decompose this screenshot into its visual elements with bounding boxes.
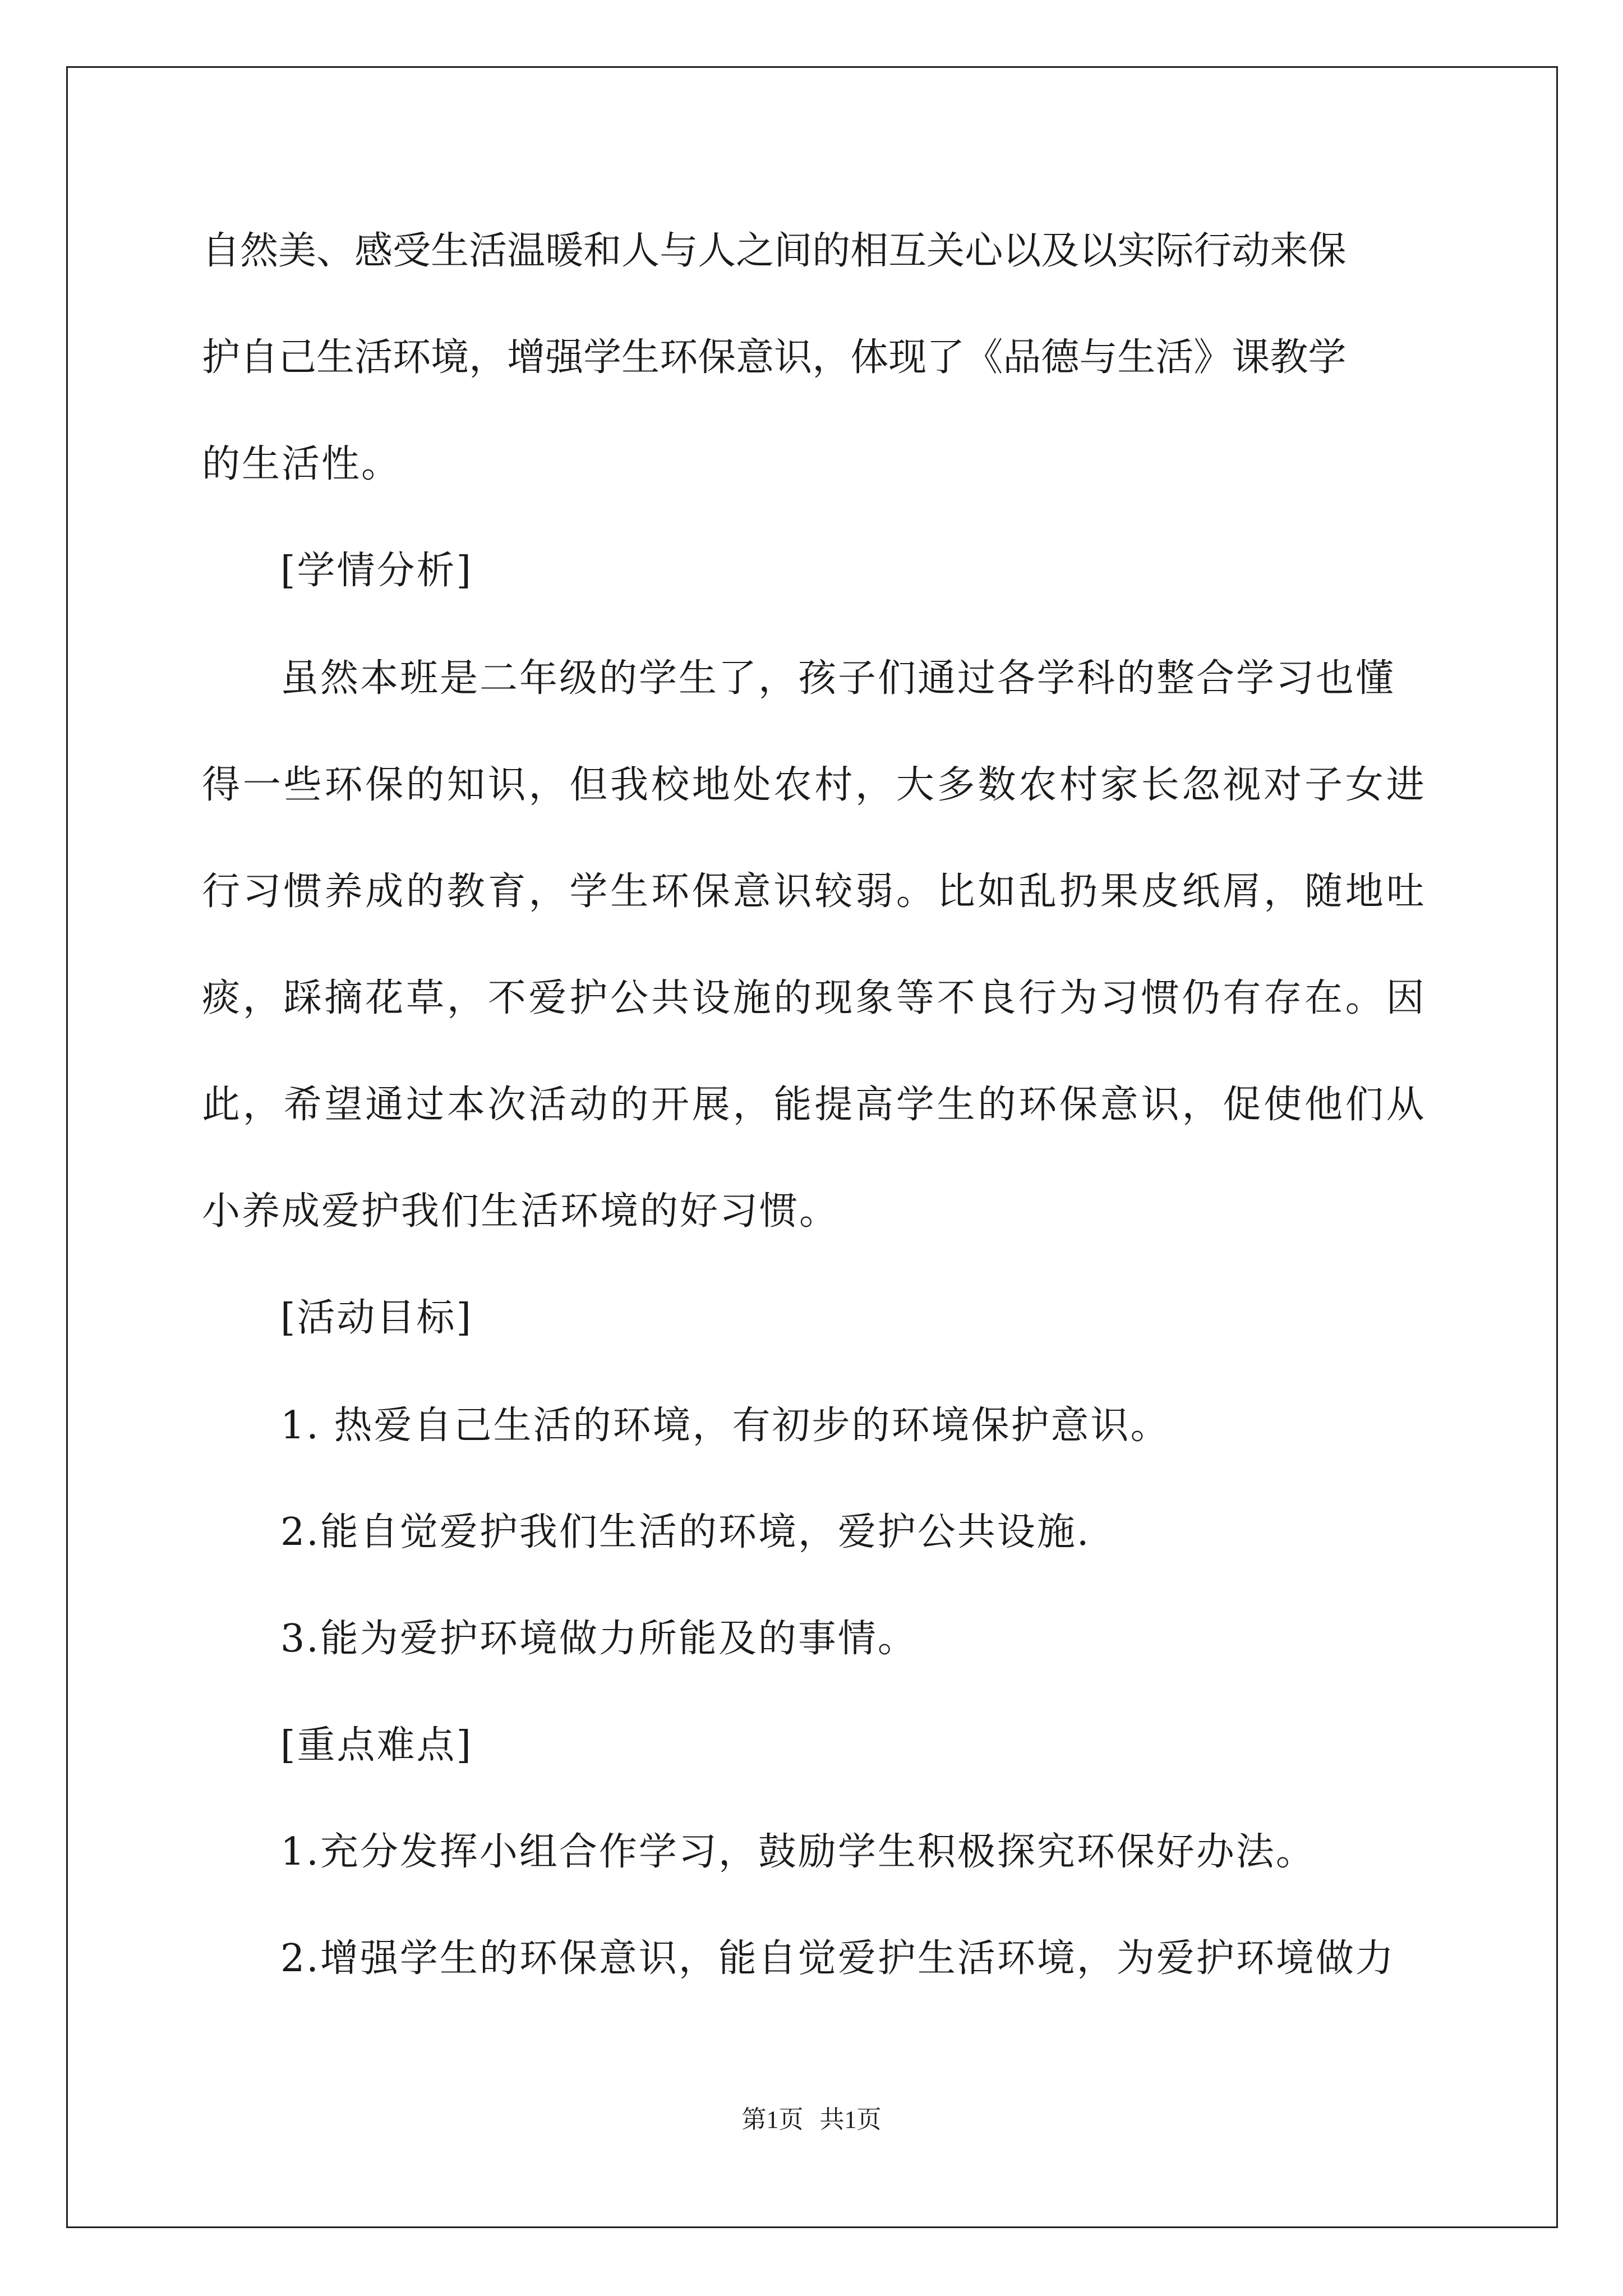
text-line-2: 护 自 己 生 活 环 境 ， 增 强 学 生 环 保 意 识 ， 体 现 了 《 品 德 与 生 活 》 课 教 学 xyxy=(202,335,1347,380)
text-line-7: 行 习 惯 养 成 的 教 育 ， 学 生 环 保 意 识 较 弱 。 比 如 乱 扔 果 皮 纸 屑 ， 随 地 吐 xyxy=(202,869,1424,914)
key-point-item-1: 1.充分发挥小组合作学习，鼓励学生积极探究环保好办法。 xyxy=(280,1830,1316,1874)
page-footer: 第1页 共1页 xyxy=(741,2106,882,2133)
section-heading-goals: [活动目标] xyxy=(280,1296,473,1340)
section-heading-situation: [学情分析] xyxy=(280,549,473,593)
text-line-3: 的生活性。 xyxy=(202,442,402,486)
section-heading-key-points: [重点难点] xyxy=(280,1723,473,1768)
text-line-9: 此 ， 希 望 通 过 本 次 活 动 的 开 展 ， 能 提 高 学 生 的 环 保 意 识 ， 促 使 他 们 从 xyxy=(202,1083,1424,1127)
goal-item-1: 1. 热爱自己生活的环境，有初步的环境保护意识。 xyxy=(280,1404,1170,1448)
text-line-8: 痰 ， 踩 摘 花 草 ， 不 爱 护 公 共 设 施 的 现 象 等 不 良 行 为 习 惯 仍 有 存 在 。 因 xyxy=(202,976,1424,1020)
page-border xyxy=(66,66,1558,2228)
text-line-6: 得 一 些 环 保 的 知 识 ， 但 我 校 地 处 农 村 ， 大 多 数 农 村 家 长 忽 视 对 子 女 进 xyxy=(202,763,1424,807)
text-line-5: 虽然本班是二年级的学生了，孩子们通过各学科的整合学习也懂 xyxy=(280,656,1396,701)
text-line-10: 小养成爱护我们生活环境的好习惯。 xyxy=(202,1189,840,1234)
text-line-1: 自 然 美 、 感 受 生 活 温 暖 和 人 与 人 之 间 的 相 互 关 心 以 及 以 实 际 行 动 来 保 xyxy=(202,229,1347,273)
key-point-item-2: 2.增强学生的环保意识，能自觉爱护生活环境，为爱护环境做力 xyxy=(280,1936,1395,1981)
goal-item-2: 2.能自觉爱护我们生活的环境，爱护公共设施. xyxy=(280,1510,1091,1554)
goal-item-3: 3.能为爱护环境做力所能及的事情。 xyxy=(280,1617,917,1661)
